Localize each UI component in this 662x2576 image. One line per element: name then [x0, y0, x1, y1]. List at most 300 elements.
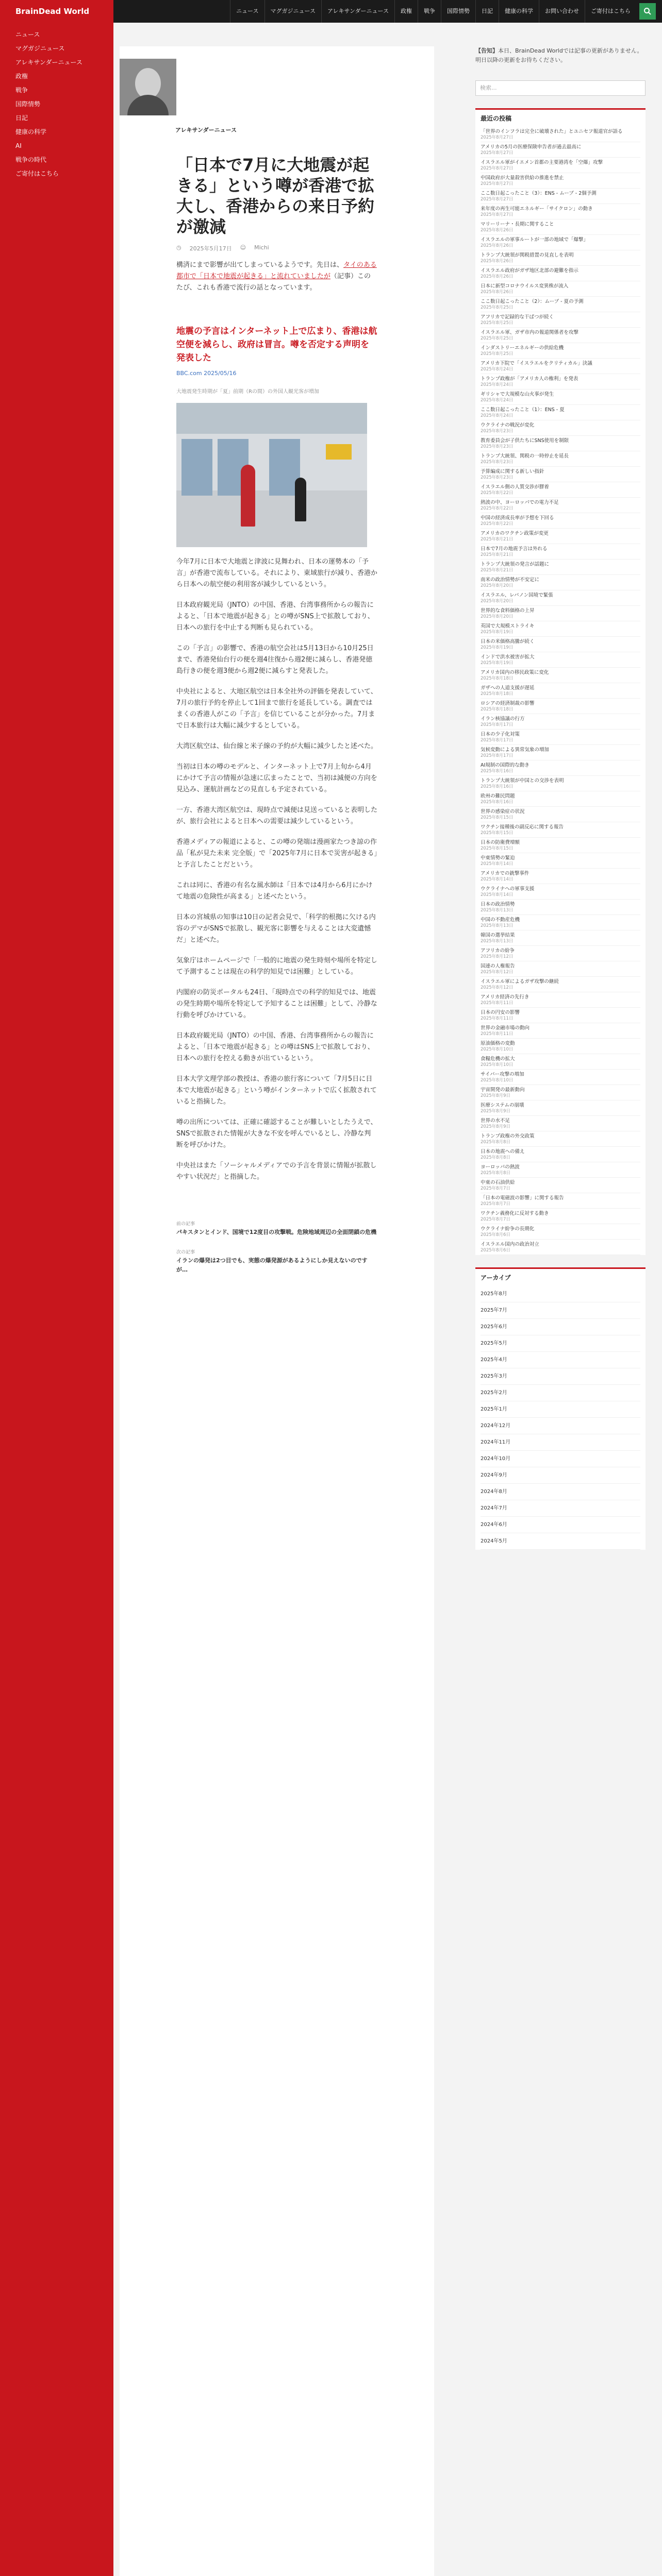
recent-post[interactable]: [481, 158, 640, 173]
recent-post-title[interactable]: アメリカのワクチン政策が変更: [481, 531, 549, 536]
recent-post-title[interactable]: トランプ大統領、関税の一時停止を延長: [481, 453, 569, 459]
sidebar-menu: [0, 28, 113, 181]
recent-post-title[interactable]: イスラエル、レバノン国境で緊張: [481, 592, 553, 598]
recent-post-date: 2025年8月8日: [481, 1155, 510, 1160]
recent-post-date: 2025年8月27日: [481, 135, 514, 140]
archive-item[interactable]: 2025年6月: [481, 1319, 640, 1335]
recent-post[interactable]: [481, 1054, 640, 1070]
sidebar-item[interactable]: 日記: [15, 114, 28, 122]
recent-post-title[interactable]: 英国で大規模ストライキ: [481, 623, 535, 629]
article-paragraph: 香港メディアの報道によると、この噂の発端は漫画家たつき諒の作品「私が見た未来 完全版」で「2025年7月に日本で災害が起きる」と予言したことだという。: [176, 838, 377, 869]
recent-post[interactable]: [481, 621, 640, 637]
recent-post[interactable]: [481, 250, 640, 266]
sidebar-item[interactable]: 政権: [15, 73, 28, 80]
top-nav-item[interactable]: アレキサンダーニュース: [321, 0, 394, 23]
recent-post-date: 2025年8月14日: [481, 877, 514, 882]
recent-post[interactable]: [481, 791, 640, 807]
recent-post[interactable]: [481, 668, 640, 683]
recent-post-title[interactable]: イスラエルの軍事ルートが一部の地域で「爆撃」: [481, 237, 588, 243]
recent-post-title[interactable]: 日本の政治情勢: [481, 902, 515, 907]
archive-item[interactable]: 2024年10月: [481, 1451, 640, 1467]
recent-post-date: 2025年8月22日: [481, 506, 514, 511]
recent-post[interactable]: [481, 1100, 640, 1116]
recent-post[interactable]: [481, 219, 640, 235]
recent-post-date: 2025年8月21日: [481, 537, 514, 542]
article-paragraph: 中央社はまた「ソーシャルメディアでの予言を背景に情報が拡散しやすい状況だ」と指摘した。: [176, 1162, 377, 1181]
lead-link[interactable]: タイのある都市で「日本で地震が起きる」と流れていましたが: [176, 261, 377, 280]
recent-post[interactable]: [481, 467, 640, 482]
recent-post-title[interactable]: 世界の金融市場の動向: [481, 1025, 530, 1031]
top-bar: [0, 0, 662, 23]
recent-post-date: 2025年8月7日: [481, 1217, 510, 1222]
recent-post[interactable]: [481, 930, 640, 946]
top-nav-item[interactable]: ニュース: [230, 0, 264, 23]
recent-post-title[interactable]: AI規制の国際的な動き: [481, 762, 529, 768]
article-paragraph: 中央社によると、大地区航空は日本全社外の評価を発表していて、7月の旅行予約を停止して1回まで旅行を延長している。調査ではまくの香港人がこの「予言」を信じていることが分かった。7月まで日本旅行は大幅に減少するとしている。: [176, 688, 377, 730]
recent-post-date: 2025年8月11日: [481, 1001, 514, 1006]
recent-post-title[interactable]: ここ数日起こったこと（1）：ENS - 夏: [481, 407, 565, 413]
recent-post-date: 2025年8月13日: [481, 908, 514, 913]
archive-item[interactable]: 2025年7月: [481, 1302, 640, 1319]
recent-post-date: 2025年8月20日: [481, 599, 514, 604]
recent-post-date: 2025年8月23日: [481, 444, 514, 449]
category-label[interactable]: アレキサンダーニュース: [171, 124, 241, 136]
recent-post-title[interactable]: ロシアの経済制裁の影響: [481, 701, 535, 706]
recent-post[interactable]: [481, 142, 640, 158]
recent-post[interactable]: [481, 575, 640, 590]
article-title: 「日本で7月に大地震が起きる」という噂が香港で拡大し、香港からの来日予約が激減: [176, 155, 375, 236]
sidebar-item[interactable]: ニュース: [15, 31, 40, 38]
top-nav-item[interactable]: マグガジニュース: [264, 0, 321, 23]
recent-post[interactable]: [481, 189, 640, 204]
recent-post-title[interactable]: アメリカ国内の移民政策に変化: [481, 670, 549, 675]
recent-post-title[interactable]: ウクライナ紛争の長期化: [481, 1226, 535, 1232]
recent-post[interactable]: [481, 405, 640, 420]
recent-post-date: 2025年8月13日: [481, 939, 514, 944]
recent-post-title[interactable]: 来年度の再生可能エネルギー「サイクロン」の動き: [481, 206, 593, 212]
recent-post-date: 2025年8月9日: [481, 1124, 510, 1129]
recent-post-date: 2025年8月15日: [481, 815, 514, 820]
recent-post-date: 2025年8月25日: [481, 336, 514, 341]
recent-post-title[interactable]: イスラエル政府がガザ地区北部の避難を指示: [481, 268, 578, 274]
recent-posts-list: [475, 127, 646, 1255]
top-nav-item[interactable]: お問い合わせ: [539, 0, 585, 23]
recent-post-date: 2025年8月27日: [481, 166, 514, 171]
recent-post-date: 2025年8月19日: [481, 630, 514, 635]
archive-item[interactable]: 2025年4月: [481, 1352, 640, 1368]
article-paragraph: 日本大学文理学部の教授は、香港の旅行客について「7月5日に日本で大地震が起きる」という噂がインターネットで広く拡散されていると指摘した。: [176, 1075, 377, 1106]
recent-post[interactable]: [481, 312, 640, 328]
top-nav-item[interactable]: 健康の科学: [499, 0, 539, 23]
recent-post[interactable]: [481, 900, 640, 915]
recent-post-date: 2025年8月24日: [481, 367, 514, 372]
recent-post-date: 2025年8月16日: [481, 784, 514, 789]
search-icon: [643, 7, 652, 15]
recent-post[interactable]: [481, 266, 640, 281]
recent-post-date: 2025年8月27日: [481, 212, 514, 217]
recent-post[interactable]: [481, 1039, 640, 1054]
recent-post-title[interactable]: 「世界のインフラは完全に破壊された」とユニセフ報道官が語る: [481, 129, 623, 134]
post-navigation: [120, 1183, 434, 1275]
recent-post[interactable]: [481, 235, 640, 250]
recent-post-date: 2025年8月26日: [481, 243, 514, 248]
top-nav-item[interactable]: 戦争: [418, 0, 441, 23]
recent-post-date: 2025年8月7日: [481, 1201, 510, 1207]
recent-post-title[interactable]: アフリカで記録的な干ばつが続く: [481, 314, 554, 320]
recent-post[interactable]: [481, 853, 640, 869]
recent-post[interactable]: [481, 1116, 640, 1131]
archive-item[interactable]: 2024年6月: [481, 1517, 640, 1533]
recent-post[interactable]: [481, 730, 640, 745]
recent-post-title[interactable]: インダストリーエネルギーの供給危機: [481, 345, 564, 351]
recent-post-title[interactable]: 世界の水不足: [481, 1118, 510, 1124]
recent-post[interactable]: [481, 977, 640, 992]
recent-post-date: 2025年8月17日: [481, 753, 514, 758]
recent-post[interactable]: [481, 590, 640, 606]
article-paragraph: 大湾区航空は、仙台線と米子線の予約が大幅に減少したと述べた。: [176, 742, 378, 750]
recent-post-title[interactable]: イスラエル軍がイエメン首都の主要港湾を「空爆」攻撃: [481, 160, 603, 165]
recent-post[interactable]: [481, 1147, 640, 1162]
recent-post-date: 2025年8月6日: [481, 1248, 510, 1253]
sidebar-search-input[interactable]: 検索...: [475, 80, 646, 96]
archive-item[interactable]: 2025年1月: [481, 1401, 640, 1418]
recent-post[interactable]: [481, 1023, 640, 1039]
recent-post[interactable]: [481, 1162, 640, 1178]
recent-post-title[interactable]: 「日本の電磁波の影響」に関する報告: [481, 1195, 564, 1201]
site-logo[interactable]: BrainDead World: [0, 0, 113, 23]
recent-post-title[interactable]: 予算編成に関する新しい指針: [481, 469, 544, 474]
recent-post-date: 2025年8月11日: [481, 1016, 514, 1021]
archive-item[interactable]: 2025年5月: [481, 1335, 640, 1352]
recent-post[interactable]: [481, 1131, 640, 1147]
recent-post-title[interactable]: 欧州の難民問題: [481, 793, 515, 799]
recent-post[interactable]: [481, 1008, 640, 1023]
recent-post-title[interactable]: 日本の米価格高騰が続く: [481, 639, 535, 645]
archive-item[interactable]: 2024年12月: [481, 1418, 640, 1434]
recent-post[interactable]: [481, 992, 640, 1008]
recent-post-title[interactable]: 世界的な食料価格の上昇: [481, 608, 535, 614]
recent-post-date: 2025年8月9日: [481, 1093, 510, 1098]
recent-post-title[interactable]: 中国の経済成長率が予想を下回る: [481, 515, 554, 521]
quote-source[interactable]: BBC.com 2025/05/16: [176, 370, 237, 377]
lead-text-2: （記事）このたび、これも香港で流行の話となっています。: [176, 273, 371, 292]
sidebar-item[interactable]: 戦争の時代: [15, 156, 47, 163]
notice-text: 本日、BrainDead Worldでは記事の更新がありません。明日以降の更新をお待ちください。: [475, 47, 643, 63]
archive-item[interactable]: 2025年2月: [481, 1385, 640, 1401]
recent-post-title[interactable]: アメリカ経済の先行き: [481, 994, 529, 1000]
recent-post-title[interactable]: イスラエル軍によるガザ攻撃の継続: [481, 979, 559, 985]
search-button[interactable]: [639, 3, 656, 20]
recent-post[interactable]: [481, 807, 640, 822]
recent-post-title[interactable]: 教育委員会が子供たちにSNS使用を制限: [481, 438, 569, 444]
recent-post-title[interactable]: ガザへの人道支援が遅延: [481, 685, 535, 691]
recent-post[interactable]: [481, 173, 640, 189]
top-nav-item[interactable]: 国際情勢: [441, 0, 475, 23]
recent-post[interactable]: [481, 683, 640, 699]
article: [120, 46, 434, 2576]
recent-post-title[interactable]: ワクチン接種後の副反応に関する報告: [481, 824, 564, 830]
top-nav-item[interactable]: 政権: [394, 0, 418, 23]
recent-post-title[interactable]: イスラエル軍、ガザ市内の報道関係者を攻撃: [481, 330, 578, 335]
recent-post-title[interactable]: 中東情勢の緊迫: [481, 855, 515, 861]
archive-item[interactable]: 2025年3月: [481, 1368, 640, 1385]
recent-post-title[interactable]: ここ数日起こったこと（2）：ムーブ - 夏の予測: [481, 299, 584, 304]
article-paragraph: 一方、香港大湾区航空は、現時点で減便は見送っていると表明したが、旅行会社によると日本への需要は減少しているという。: [176, 806, 378, 825]
recent-post-title[interactable]: アメリカ下院で「イスラエルをクリティカル」決議: [481, 361, 592, 366]
recent-post[interactable]: [481, 760, 640, 776]
recent-post-date: 2025年8月6日: [481, 1232, 510, 1238]
recent-post-date: 2025年8月12日: [481, 970, 514, 975]
recent-post-title[interactable]: イラン核協議の行方: [481, 716, 525, 722]
recent-post-date: 2025年8月15日: [481, 831, 514, 836]
recent-post-title[interactable]: ヨーロッパの熱波: [481, 1164, 520, 1170]
recent-post[interactable]: [481, 420, 640, 436]
recent-post-title[interactable]: トランプ大統領が中国との交渉を表明: [481, 778, 564, 784]
recent-post-date: 2025年8月12日: [481, 985, 514, 990]
recent-post[interactable]: [481, 745, 640, 760]
recent-post-date: 2025年8月18日: [481, 707, 514, 712]
recent-post-title[interactable]: イスラエル側の人質交渉が膠着: [481, 484, 549, 490]
recent-post-title[interactable]: ここ数日起こったこと（3）：ENS - ムーブ - 2個予測: [481, 191, 597, 196]
quote-heading: 地震の予言はインターネット上で広まり、香港は航空便を減らし、政府は冒言。噂を否定する声明を発表した: [176, 326, 377, 363]
post-nav-title[interactable]: パキスタンとインド、国境で12度目の攻撃戦。危険地域周辺の全面閉鎖の危機: [176, 1229, 377, 1235]
recent-post-date: 2025年8月10日: [481, 1078, 514, 1083]
recent-posts-heading: 最近の投稿: [475, 108, 646, 127]
recent-post-date: 2025年8月25日: [481, 305, 514, 310]
recent-post[interactable]: [481, 451, 640, 467]
archive-item[interactable]: 2024年11月: [481, 1434, 640, 1451]
recent-post-title[interactable]: 世界の感染症の状況: [481, 809, 525, 815]
recent-post[interactable]: [481, 1193, 640, 1209]
recent-post[interactable]: [481, 297, 640, 312]
recent-post-title[interactable]: ウクライナへの軍事支援: [481, 886, 535, 892]
recent-post-date: 2025年8月26日: [481, 290, 514, 295]
recent-post-date: 2025年8月22日: [481, 521, 514, 527]
recent-post-title[interactable]: 日本の円安の影響: [481, 1010, 520, 1015]
recent-post[interactable]: [481, 1085, 640, 1100]
recent-post-title[interactable]: 医療システムの崩壊: [481, 1103, 524, 1108]
recent-post[interactable]: [481, 606, 640, 621]
right-sidebar: [475, 46, 646, 1550]
sidebar-item[interactable]: 国際情勢: [15, 100, 41, 108]
recent-post[interactable]: [481, 498, 640, 513]
sidebar-item[interactable]: 健康の科学: [15, 128, 47, 135]
recent-post-title[interactable]: トランプ大統領が関税措置の見直しを表明: [481, 252, 574, 258]
post-nav-item[interactable]: [176, 1220, 377, 1237]
recent-post-date: 2025年8月20日: [481, 583, 514, 588]
recent-post[interactable]: [481, 359, 640, 374]
recent-post[interactable]: [481, 513, 640, 529]
recent-post-title[interactable]: 中国の不動産危機: [481, 917, 520, 923]
recent-post[interactable]: [481, 374, 640, 389]
article-paragraph: 日本の宮城県の知事は10日の記者会見で、「科学的根拠に欠ける内容のデマがSNSで拡散し、観光客に影響を与えることは大変遺憾だ」と述べた。: [176, 913, 376, 944]
sidebar-item[interactable]: アレキサンダーニュース: [15, 59, 82, 66]
article-meta: [120, 237, 434, 260]
recent-post-title[interactable]: 食糧危機の拡大: [481, 1056, 515, 1062]
recent-post-date: 2025年8月7日: [481, 1186, 510, 1191]
recent-post-date: 2025年8月18日: [481, 691, 514, 697]
recent-post[interactable]: [481, 389, 640, 405]
airport-photo: [176, 403, 367, 547]
recent-post-title[interactable]: アフリカの紛争: [481, 948, 515, 954]
recent-post-title[interactable]: トランプ大統領の発言が話題に: [481, 562, 550, 567]
recent-post-date: 2025年8月24日: [481, 398, 514, 403]
post-nav-title[interactable]: イランの爆発は2つ目でも、実態の爆発源があるようにしか見えないのですが…: [176, 1257, 368, 1273]
archive-item[interactable]: 2024年8月: [481, 1484, 640, 1500]
recent-post[interactable]: [481, 560, 640, 575]
recent-post[interactable]: [481, 328, 640, 343]
recent-post-title[interactable]: 中東の石油供給: [481, 1180, 515, 1185]
recent-post-title[interactable]: 気候変動による異常気象の増加: [481, 747, 550, 753]
recent-post-date: 2025年8月19日: [481, 645, 514, 650]
recent-post-date: 2025年8月11日: [481, 1031, 514, 1037]
recent-post-date: 2025年8月25日: [481, 320, 514, 326]
recent-post-title[interactable]: 日本の地震への備え: [481, 1149, 525, 1155]
article-paragraph: この「予言」の影響で、香港の航空会社は5月13日から10月25日まで、香港発仙台行の便を週4往復から週2便に減らし、香港発徳島行きの便を週3便から週2便に減らすと発表した。: [176, 645, 374, 675]
top-nav-item[interactable]: ご寄付はこちら: [585, 0, 636, 23]
archive-item[interactable]: 2025年8月: [481, 1286, 640, 1302]
recent-post-date: 2025年8月8日: [481, 1171, 510, 1176]
recent-post-date: 2025年8月14日: [481, 861, 514, 867]
post-nav-item[interactable]: [176, 1248, 377, 1275]
archive-heading: アーカイブ: [475, 1267, 646, 1286]
recent-post-title[interactable]: ワクチン義務化に反対する動き: [481, 1211, 549, 1216]
recent-post[interactable]: [481, 127, 640, 142]
top-nav: [230, 0, 636, 23]
recent-post-title[interactable]: 中国政府が大量殺害供給の推進を禁止: [481, 175, 564, 181]
sidebar-item[interactable]: ご寄付はこちら: [15, 170, 59, 177]
article-paragraph: 当初は日本の噂のモデルと、インターネット上で7月上旬から4月にかけて予言の情報が急速に広まったことで、当初は減便の方向を見込み、運航計画などの見直しも予定されている。: [176, 763, 377, 793]
recent-post-title[interactable]: トランプ政権の外交政策: [481, 1133, 535, 1139]
archive-item[interactable]: 2024年5月: [481, 1533, 640, 1550]
recent-post-title[interactable]: 国連の人権報告: [481, 963, 515, 969]
recent-post-date: 2025年8月9日: [481, 1109, 510, 1114]
recent-post-date: 2025年8月20日: [481, 614, 514, 619]
recent-post[interactable]: [481, 1209, 640, 1224]
recent-post-date: 2025年8月10日: [481, 1062, 514, 1067]
recent-post[interactable]: [481, 776, 640, 791]
recent-post-date: 2025年8月23日: [481, 460, 514, 465]
recent-post-title[interactable]: マリーリーナ・長期に関すること: [481, 222, 554, 227]
recent-post[interactable]: [481, 822, 640, 838]
recent-post-date: 2025年8月15日: [481, 846, 514, 851]
lead-text: 構済にまで影響が出てしまっているようです。先日は、: [176, 261, 343, 269]
post-nav-label: 次の記事: [176, 1250, 195, 1255]
recent-post[interactable]: [481, 946, 640, 961]
sidebar-item[interactable]: マグガジニュース: [15, 45, 65, 52]
recent-post[interactable]: [481, 482, 640, 498]
recent-post-title[interactable]: 南米の政治情勢が不安定に: [481, 577, 540, 583]
recent-post-title[interactable]: 日本で7月の地震予言は外れる: [481, 546, 548, 552]
article-paragraph: これは同に、香港の有名な風水師は「日本では4月から6月にかけて地震の危険性が高まる」と述べたという。: [176, 882, 373, 901]
recent-post[interactable]: [481, 1224, 640, 1240]
archive-list: [475, 1286, 646, 1550]
recent-post-date: 2025年8月26日: [481, 274, 514, 279]
recent-post[interactable]: [481, 529, 640, 544]
recent-post[interactable]: [481, 652, 640, 668]
recent-post-date: 2025年8月10日: [481, 1047, 514, 1052]
recent-post[interactable]: [481, 281, 640, 297]
notice: [475, 46, 646, 65]
recent-post-date: 2025年8月22日: [481, 490, 514, 496]
recent-post-title[interactable]: アメリカの5月の医療保険申告者が過去最高に: [481, 144, 582, 150]
recent-post[interactable]: [481, 1178, 640, 1193]
article-body: [120, 294, 434, 1183]
recent-post-title[interactable]: ギリシャで大規模な山火事が発生: [481, 392, 554, 397]
recent-post[interactable]: [481, 699, 640, 714]
recent-post[interactable]: [481, 544, 640, 560]
quote-caption: 大地震発生時期が「夏」前期（Rの間）の外国人観光客が増加: [176, 389, 319, 395]
recent-post-title[interactable]: サイバー攻撃の増加: [481, 1072, 524, 1077]
recent-post-title[interactable]: ウクライナの戦況が変化: [481, 422, 535, 428]
article-paragraph: 日本政府観光局（JNTO）の中国、香港、台湾事務所からの報告によると、「日本で地震が起きる」との噂はSNS上で拡散しており、日本への旅行を控える動きが出ているという。: [176, 1032, 374, 1062]
recent-post-title[interactable]: インドで洪水被害が拡大: [481, 654, 535, 660]
recent-post[interactable]: [481, 1070, 640, 1085]
recent-post-title[interactable]: 宇宙開発の最新動向: [481, 1087, 525, 1093]
recent-post[interactable]: [481, 436, 640, 451]
recent-post-date: 2025年8月26日: [481, 228, 514, 233]
article-paragraph: 気象庁はホームページで「一般的に地震の発生時刻や場所を特定して予測することは現在の科学的知見では困難」としている。: [176, 957, 377, 976]
recent-post-date: 2025年8月16日: [481, 800, 514, 805]
recent-post-title[interactable]: 熱波の中、ヨーロッパでの電力不足: [481, 500, 559, 505]
recent-post-title[interactable]: 韓国の選挙結果: [481, 933, 515, 938]
recent-post-date: 2025年8月24日: [481, 413, 514, 418]
sidebar-item[interactable]: AI: [15, 142, 22, 149]
sidebar-item[interactable]: 戦争: [15, 87, 28, 94]
recent-post-title[interactable]: 原油価格の変動: [481, 1041, 515, 1046]
recent-post-date: 2025年8月21日: [481, 568, 514, 573]
recent-post-date: 2025年8月18日: [481, 676, 514, 681]
recent-post-title[interactable]: 日本に新型コロナウイルス変異株が流入: [481, 283, 569, 289]
notice-label: 【告知】: [475, 47, 498, 54]
archive-item[interactable]: 2024年7月: [481, 1500, 640, 1517]
recent-post-title[interactable]: トランプ政権が「アメリカ人の権利」を発表: [481, 376, 578, 382]
recent-post-date: 2025年8月23日: [481, 475, 514, 480]
recent-post-date: 2025年8月12日: [481, 954, 514, 959]
recent-post-date: 2025年8月16日: [481, 769, 514, 774]
article-paragraph: 今年7月に日本で大地震と津波に見舞われ、日本の運勢本の「予言」が香港で流布している。それにより、東域旅行が減り、香港から日本への航空便の利用客が減少しているという。: [176, 558, 378, 588]
recent-post-title[interactable]: アメリカでの銃撃事件: [481, 871, 529, 876]
article-author[interactable]: Michi: [254, 244, 269, 251]
top-nav-item[interactable]: 日記: [475, 0, 499, 23]
sidebar: [0, 23, 113, 2576]
archive-item[interactable]: 2024年9月: [481, 1467, 640, 1484]
recent-post-title[interactable]: 日本の少子化対策: [481, 732, 520, 737]
recent-post[interactable]: [481, 204, 640, 219]
recent-post-title[interactable]: 日本の防衛費増額: [481, 840, 520, 845]
recent-post-date: 2025年8月13日: [481, 923, 514, 928]
recent-post-date: 2025年8月17日: [481, 738, 514, 743]
recent-post-date: 2025年8月17日: [481, 722, 514, 727]
recent-post[interactable]: [481, 915, 640, 930]
recent-post[interactable]: [481, 884, 640, 900]
recent-post[interactable]: [481, 869, 640, 884]
recent-post[interactable]: [481, 637, 640, 652]
article-paragraph: 噂の出所については、正確に確認することが難しいとしたうえで、SNSで拡散された情報が大きな不安を呼んでいるとし、冷静な判断を呼びかけた。: [176, 1118, 377, 1149]
recent-post-date: 2025年8月23日: [481, 429, 514, 434]
recent-post[interactable]: [481, 1240, 640, 1255]
recent-post-date: 2025年8月24日: [481, 382, 514, 387]
author-photo: [120, 59, 176, 115]
article-header: [120, 46, 434, 149]
recent-post[interactable]: [481, 714, 640, 730]
recent-post-date: 2025年8月27日: [481, 150, 514, 156]
recent-post[interactable]: [481, 343, 640, 359]
article-date: 2025年5月17日: [189, 245, 232, 252]
recent-post[interactable]: [481, 961, 640, 977]
recent-post-title[interactable]: イスラエル国内の政治対立: [481, 1242, 539, 1247]
recent-post[interactable]: [481, 838, 640, 853]
